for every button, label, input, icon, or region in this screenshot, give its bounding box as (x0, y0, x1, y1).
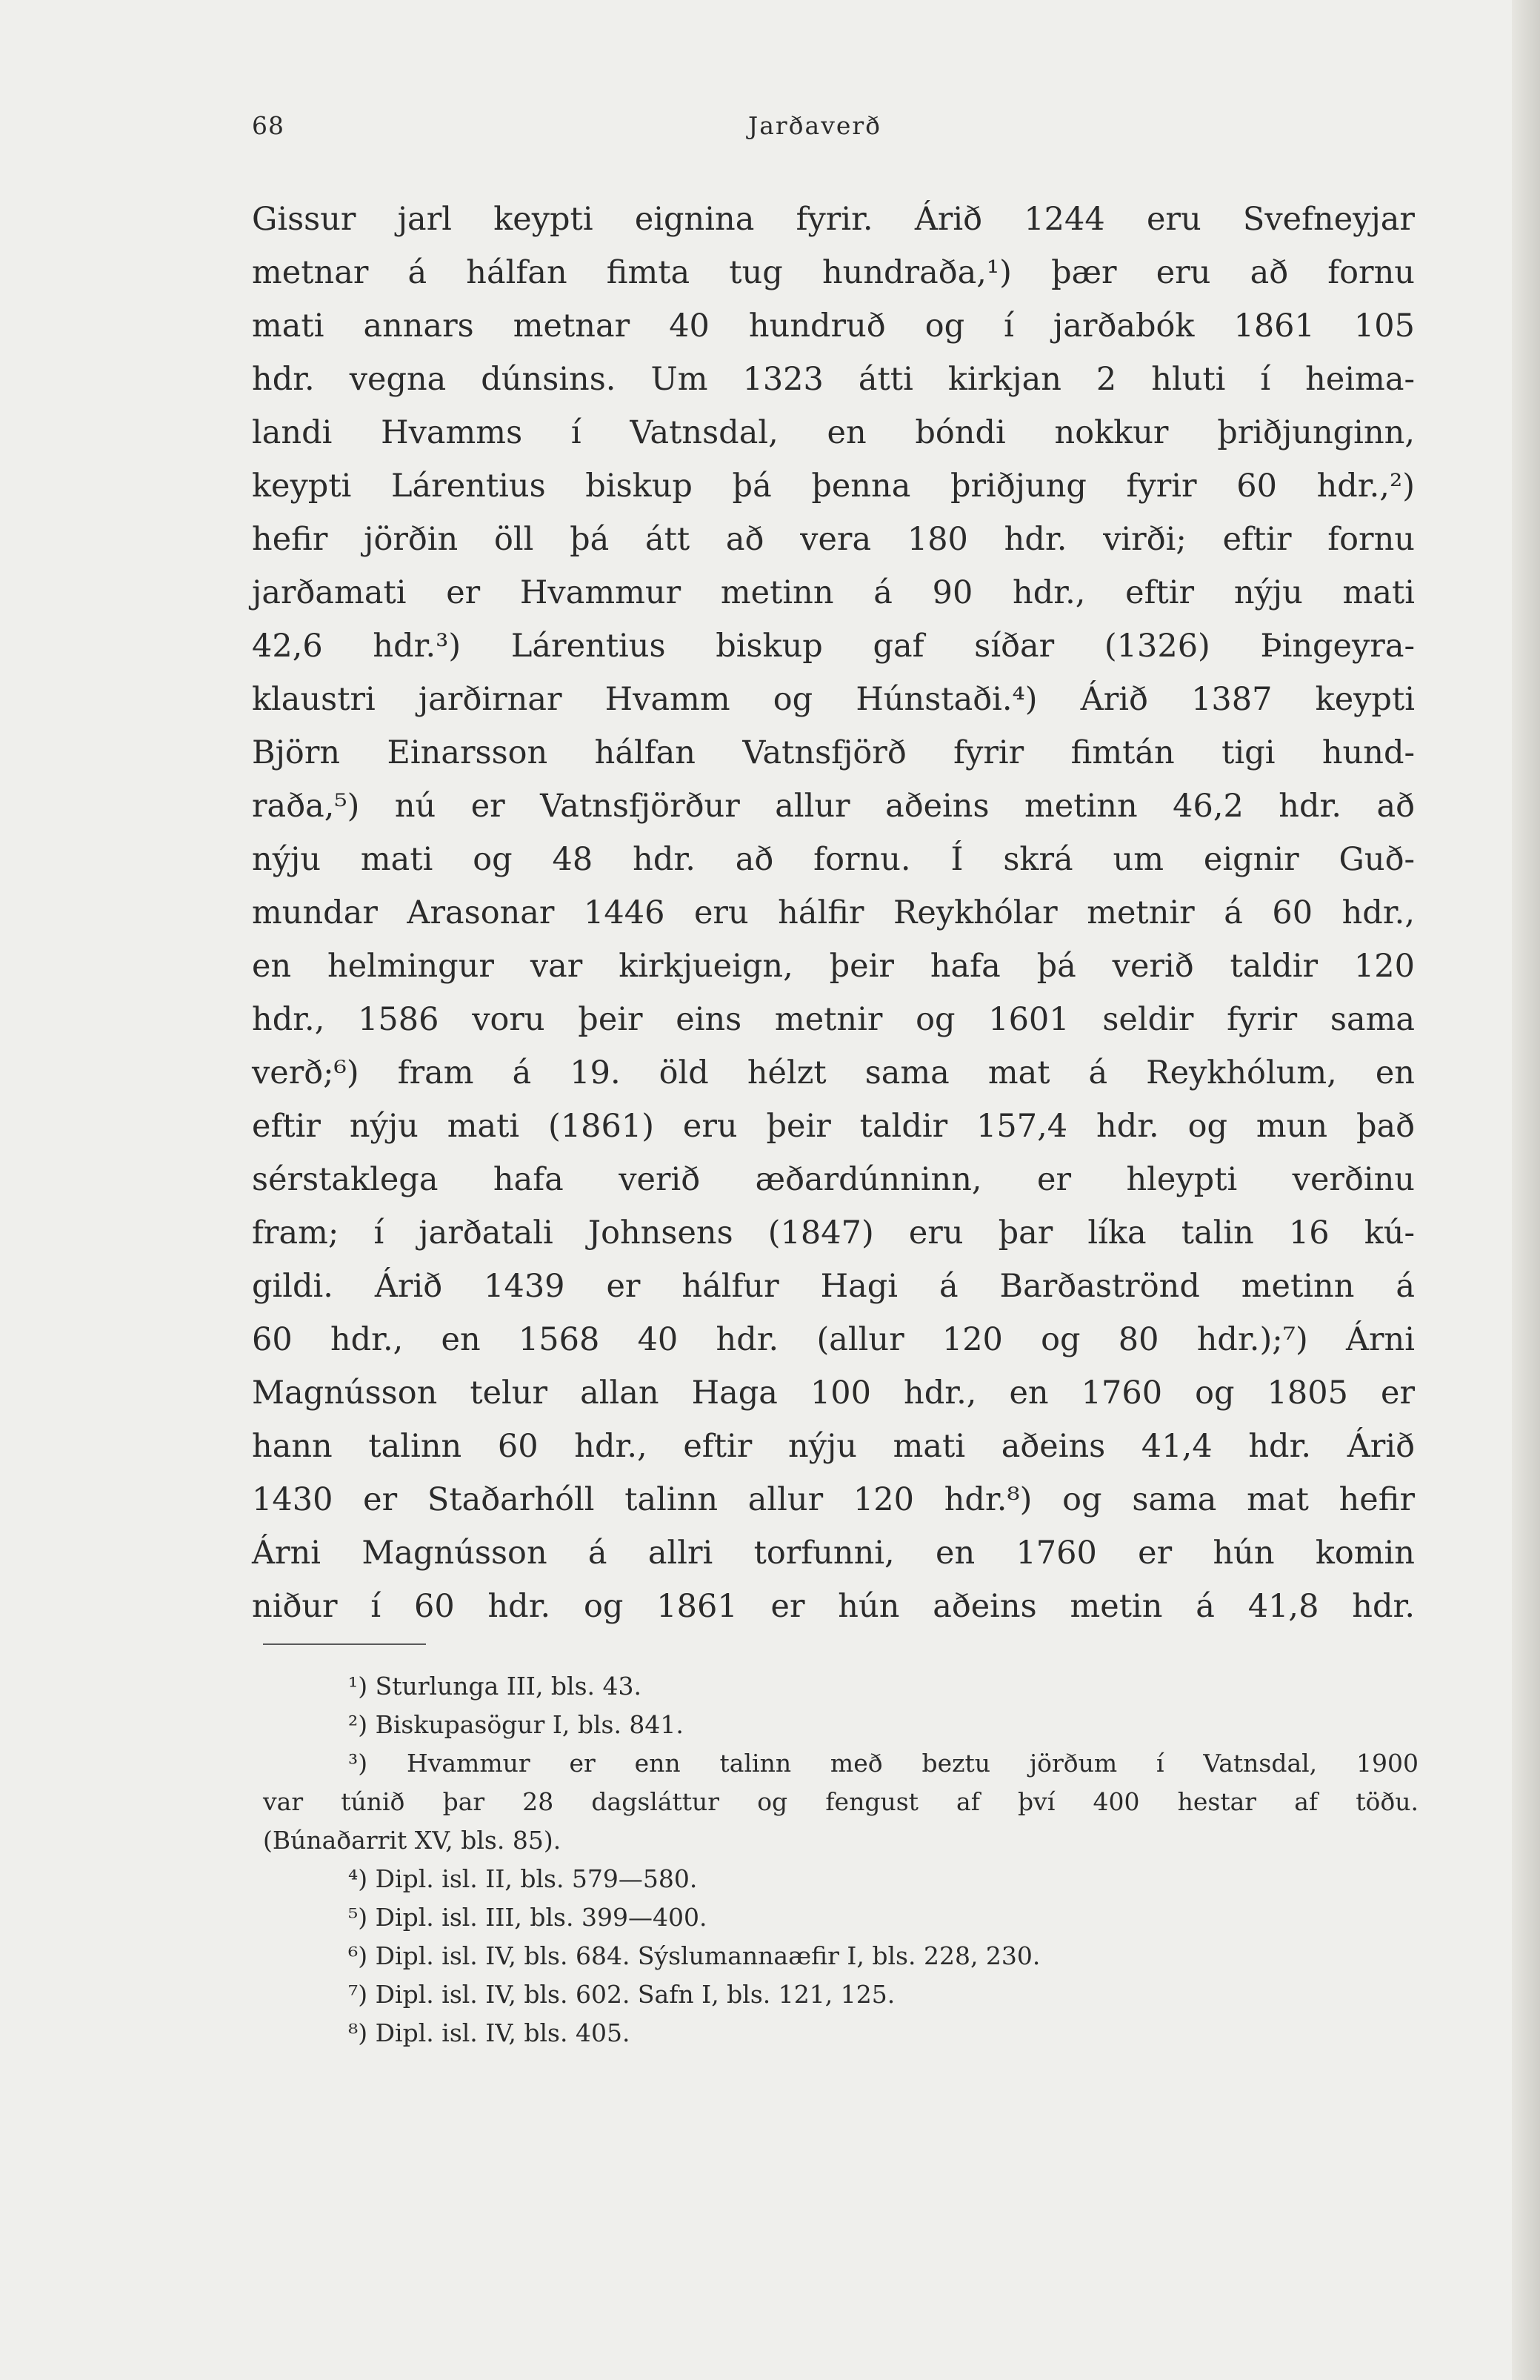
text-line: 1430 er Staðarhóll talinn allur 120 hdr.⁸) og sama mat hefir (252, 1481, 1415, 1518)
text-line: en helmingur var kirkjueign, þeir hafa þá verið taldir 120 (252, 948, 1415, 985)
footnote: ³) Hvammur er enn talinn með beztu jörðum í Vatnsdal, 1900 (348, 1749, 1419, 1778)
text-line: niður í 60 hdr. og 1861 er hún aðeins metin á 41,8 hdr. (252, 1588, 1415, 1625)
text-line: raða,⁵) nú er Vatnsfjörður allur aðeins metinn 46,2 hdr. að (252, 788, 1415, 825)
footnote: ⁴) Dipl. isl. II, bls. 579—580. (348, 1864, 698, 1893)
footnote: ⁵) Dipl. isl. III, bls. 399—400. (348, 1903, 707, 1932)
text-line: fram; í jarðatali Johnsens (1847) eru þar líka talin 16 kú- (252, 1214, 1415, 1252)
text-line: eftir nýju mati (1861) eru þeir taldir 157,4 hdr. og mun það (252, 1108, 1415, 1145)
text-line: Gissur jarl keypti eignina fyrir. Árið 1244 eru Svefneyjar (252, 201, 1415, 238)
footnote: ²) Biskupasögur I, bls. 841. (348, 1710, 684, 1739)
footnote-continuation: var túnið þar 28 dagsláttur og fengust af því 400 hestar af töðu. (263, 1787, 1419, 1816)
footnote: ⁸) Dipl. isl. IV, bls. 405. (348, 2018, 630, 2047)
text-line: 42,6 hdr.³) Lárentius biskup gaf síðar (1326) Þingeyra- (252, 628, 1415, 665)
footnote: ⁶) Dipl. isl. IV, bls. 684. Sýslumannaæfir I, bls. 228, 230. (348, 1941, 1041, 1970)
text-line: verð;⁶) fram á 19. öld hélzt sama mat á Reykhólum, en (252, 1054, 1415, 1091)
text-line: landi Hvamms í Vatnsdal, en bóndi nokkur þriðjunginn, (252, 414, 1415, 451)
page-header (252, 111, 1415, 156)
text-line: hann talinn 60 hdr., eftir nýju mati aðeins 41,4 hdr. Árið (252, 1428, 1415, 1465)
text-line: hefir jörðin öll þá átt að vera 180 hdr. virði; eftir fornu (252, 521, 1415, 558)
text-line: hdr., 1586 voru þeir eins metnir og 1601 seldir fyrir sama (252, 1001, 1415, 1038)
text-line: gildi. Árið 1439 er hálfur Hagi á Barðaströnd metinn á (252, 1268, 1415, 1305)
text-line: Björn Einarsson hálfan Vatnsfjörð fyrir fimtán tigi hund- (252, 734, 1415, 771)
text-line: keypti Lárentius biskup þá þenna þriðjung fyrir 60 hdr.,²) (252, 468, 1415, 505)
footnotes (263, 1667, 1419, 2052)
page-number: 68 (252, 111, 284, 140)
text-line: metnar á hálfan fimta tug hundraða,¹) þær eru að fornu (252, 254, 1415, 291)
text-line: mati annars metnar 40 hundruð og í jarðabók 1861 105 (252, 308, 1415, 345)
text-line: klaustri jarðirnar Hvamm og Húnstaði.⁴) Árið 1387 keypti (252, 681, 1415, 718)
text-line: mundar Arasonar 1446 eru hálfir Reykhólar metnir á 60 hdr., (252, 894, 1415, 931)
body-text (252, 193, 1415, 1633)
text-line: 60 hdr., en 1568 40 hdr. (allur 120 og 80 hdr.);⁷) Árni (252, 1321, 1415, 1358)
footnote: ¹) Sturlunga III, bls. 43. (348, 1672, 641, 1701)
text-line: sérstaklega hafa verið æðardúnninn, er hleypti verðinu (252, 1161, 1415, 1198)
footnote-divider (263, 1643, 426, 1645)
text-line: Magnússon telur allan Haga 100 hdr., en 1760 og 1805 er (252, 1375, 1415, 1412)
text-line: Árni Magnússon á allri torfunni, en 1760 er hún komin (252, 1535, 1415, 1572)
text-line: nýju mati og 48 hdr. að fornu. Í skrá um eignir Guð- (252, 841, 1415, 878)
footnote: ⁷) Dipl. isl. IV, bls. 602. Safn I, bls. 121, 125. (348, 1980, 896, 2009)
page-edge (1512, 0, 1540, 2380)
text-line: jarðamati er Hvammur metinn á 90 hdr., eftir nýju mati (252, 574, 1415, 611)
footnote-continuation: (Búnaðarrit XV, bls. 85). (263, 1826, 561, 1855)
running-title: Jarðaverð (748, 111, 882, 140)
text-line: hdr. vegna dúnsins. Um 1323 átti kirkjan 2 hluti í heima- (252, 361, 1415, 398)
